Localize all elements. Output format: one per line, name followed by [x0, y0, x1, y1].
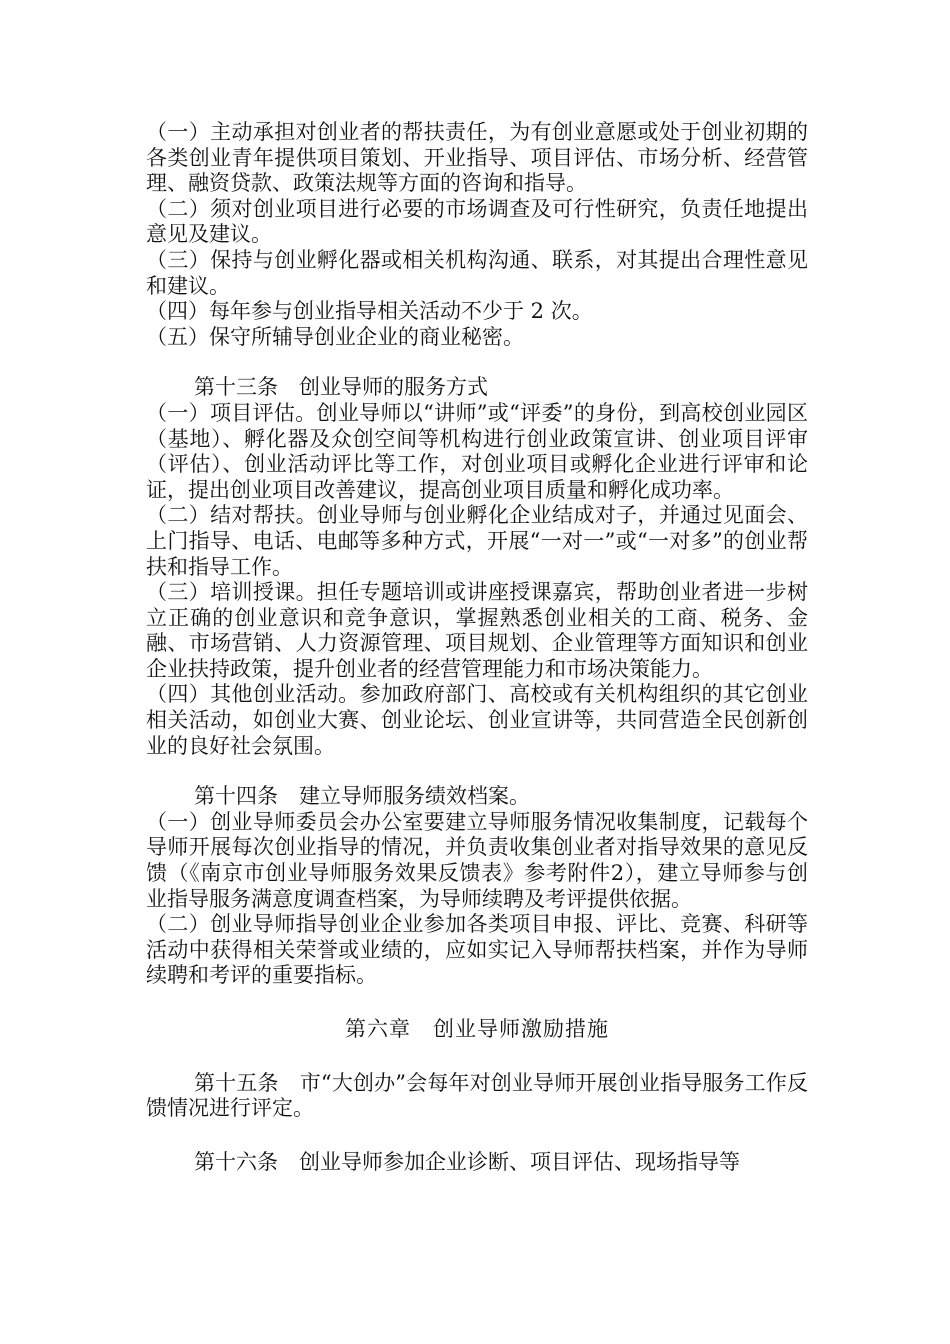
article-16: 第十六条 创业导师参加企业诊断、项目评估、现场指导等 [194, 1149, 740, 1174]
spacer [146, 1122, 808, 1150]
service-item-3: （三）培训授课。担任专题培训或讲座授课嘉宾，帮助创业者进一步树立正确的创业意识和竞争意识，掌握熟悉创业相关的工商、税务、金融、市场营销、人力资源管理、项目规划、企业管理等方面知识和创业企业扶持政策，提升创业者的经营管理能力和市场决策能力。 [146, 580, 808, 681]
duty-item-4: （四）每年参与创业指导相关活动不少于 2 次。 [146, 299, 593, 324]
service-item-1: （一）项目评估。创业导师以“讲师”或“评委”的身份，到高校创业园区（基地）、孵化器及众创空间等机构进行创业政策宣讲、创业项目评审（评估）、创业活动评比等工作，对创业项目或孵化企业进行评审和论证，提出创业项目改善建议，提高创业项目质量和孵化成功率。 [146, 400, 808, 502]
article-13-heading: 第十三条 创业导师的服务方式 [194, 375, 488, 400]
spacer [146, 989, 808, 1017]
archive-item-1: （一）创业导师委员会办公室要建立导师服务情况收集制度，记载每个导师开展每次创业指导的情况，并负责收集创业者对指导效果的意见反馈（《南京市创业导师服务效果反馈表》参考附件2），建立导师参与创业指导服务满意度调查档案，为导师续聘及考评提供依据。 [146, 809, 808, 911]
article-14-heading: 第十四条 建立导师服务绩效档案。 [194, 784, 530, 809]
archive-item-2: （二）创业导师指导创业企业参加各类项目申报、评比、竞赛、科研等活动中获得相关荣誉或业绩的，应如实记入导师帮扶档案，并作为导师续聘和考评的重要指标。 [146, 912, 808, 988]
duty-item-3: （三）保持与创业孵化器或相关机构沟通、联系，对其提出合理性意见和建议。 [146, 247, 808, 298]
spacer [146, 350, 808, 375]
document-page [146, 120, 808, 1175]
spacer [146, 759, 808, 784]
spacer [146, 1043, 808, 1071]
service-item-4: （四）其他创业活动。参加政府部门、高校或有关机构组织的其它创业相关活动，如创业大赛、创业论坛、创业宣讲等，共同营造全民创新创业的良好社会氛围。 [146, 682, 808, 758]
service-item-2: （二）结对帮扶。创业导师与创业孵化企业结成对子，并通过见面会、上门指导、电话、电邮等多种方式，开展“一对一”或“一对多”的创业帮扶和指导工作。 [146, 503, 808, 579]
duty-item-1: （一）主动承担对创业者的帮扶责任，为有创业意愿或处于创业初期的各类创业青年提供项目策划、开业指导、项目评估、市场分析、经营管理、融资贷款、政策法规等方面的咨询和指导。 [146, 120, 808, 196]
duty-item-2: （二）须对创业项目进行必要的市场调查及可行性研究，负责任地提出意见及建议。 [146, 196, 808, 247]
duty-item-5: （五）保守所辅导创业企业的商业秘密。 [146, 324, 524, 349]
chapter-6-title: 第六章 创业导师激励措施 [345, 1017, 609, 1041]
article-15: 第十五条 市“大创办”会每年对创业导师开展创业指导服务工作反馈情况进行评定。 [146, 1070, 808, 1121]
